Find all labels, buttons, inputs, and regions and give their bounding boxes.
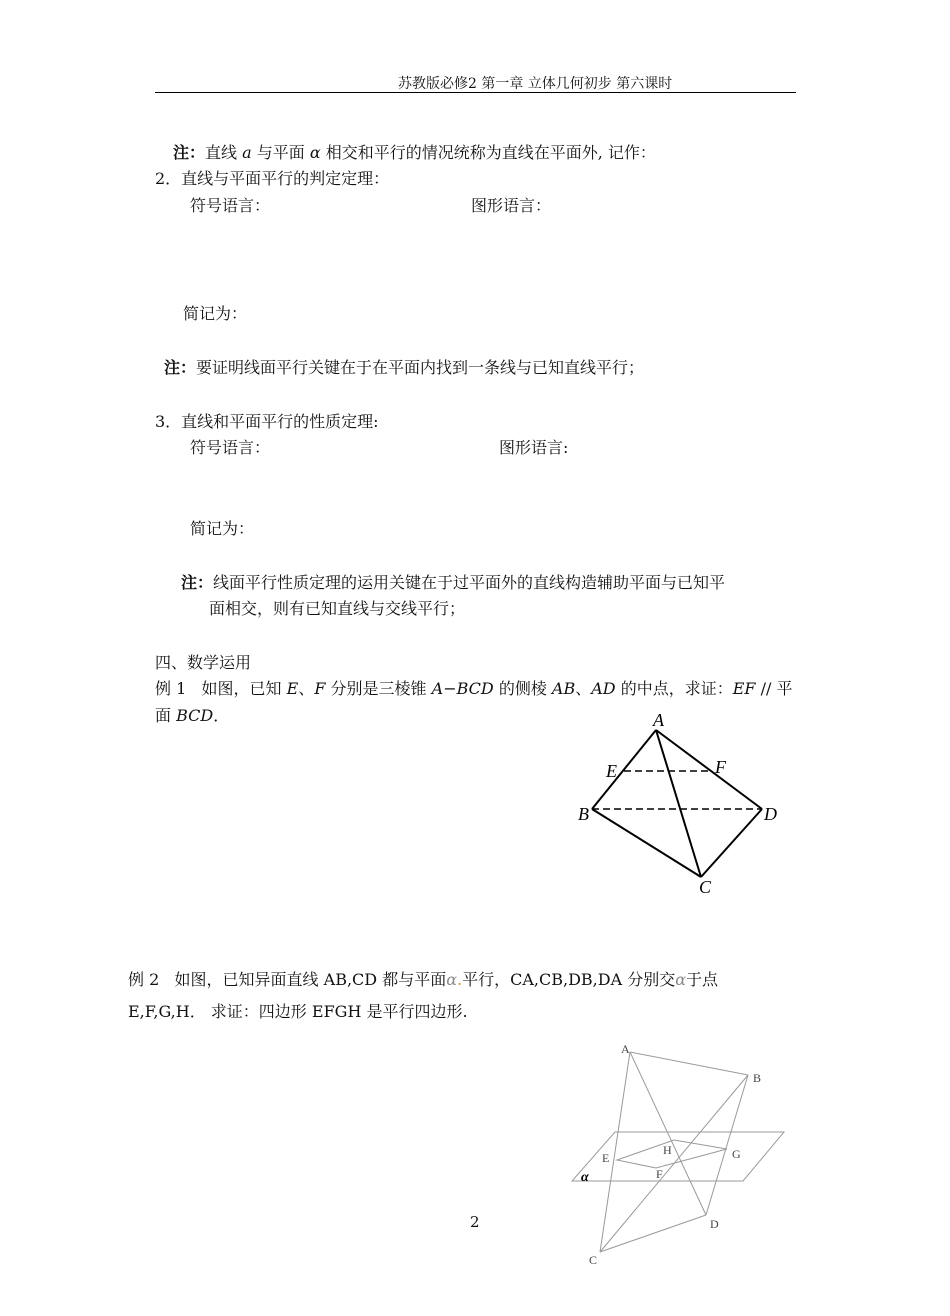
text: // 平 (755, 679, 793, 698)
page-header: 苏教版必修2 第一章 立体几何初步 第六课时 (398, 76, 673, 92)
example-label: 例 1 (155, 679, 187, 698)
text: ． (213, 706, 230, 725)
text: 如图，已知异面直线 AB,CD 都与平面 (174, 970, 447, 989)
label-g: G (732, 1147, 741, 1161)
example-1-line-2 (155, 703, 229, 726)
text: 于点 (686, 970, 719, 989)
header-rule (155, 92, 796, 93)
label-h: H (663, 1143, 672, 1157)
label-d: D (710, 1217, 719, 1231)
label-f: F (656, 1167, 663, 1181)
text: 、 (298, 679, 315, 698)
note-3-line-2: 面相交，则有已知直线与交线平行； (209, 599, 466, 618)
edge-bc (592, 809, 701, 877)
symbol-bcd: BCD (176, 706, 214, 725)
text: 、 (575, 679, 592, 698)
symbol-ef: EF (732, 679, 756, 698)
edge-ac (656, 730, 701, 877)
edge-dc (701, 809, 762, 877)
label-b: B (753, 1071, 762, 1085)
s3-symbol-label: 符号语言： (190, 438, 271, 457)
s3-summary-label: 简记为： (190, 519, 255, 538)
s2-symbol-label: 符号语言： (190, 196, 271, 215)
note-1 (173, 140, 656, 163)
section-2-title: 2．直线与平面平行的判定定理： (155, 169, 390, 188)
example-2-line-2: E,F,G,H． 求证：四边形 EFGH 是平行四边形. (128, 1002, 468, 1021)
symbol-f: F (314, 679, 326, 698)
example-1-line-1 (155, 676, 792, 699)
edge-ab (592, 730, 656, 809)
symbol-alpha: α (446, 970, 458, 989)
tetrahedron-figure (570, 705, 790, 905)
note-text: 与平面 (251, 143, 310, 162)
note-text: 要证明线面平行关键在于在平面内找到一条线与已知直线平行； (196, 358, 645, 377)
symbol-alpha: α (309, 143, 321, 162)
symbol-ad: AD (591, 679, 616, 698)
label-alpha: α (581, 1170, 589, 1185)
label-d: D (764, 804, 777, 824)
s2-summary-label: 简记为： (183, 304, 248, 323)
note-label: 注： (164, 358, 197, 377)
note-2 (164, 355, 644, 378)
symbol-e: E (286, 679, 299, 698)
label-a: A (621, 1042, 630, 1056)
section-4-title: 四、数学运用 (155, 653, 252, 672)
quadrilateral-efgh (617, 1140, 727, 1168)
line-ab (630, 1052, 748, 1075)
label-e: E (602, 1151, 610, 1165)
skew-lines-figure (565, 1035, 795, 1270)
label-c: C (589, 1253, 598, 1267)
text: 如图，已知 (201, 679, 287, 698)
example-2-line-1: 例 2 如图，已知异面直线 AB,CD 都与平面α.平行，CA,CB,DB,DA 分别交α于点 (128, 970, 719, 989)
label-c: C (699, 877, 712, 897)
page-number: 2 (470, 1213, 480, 1231)
note-text: 相交和平行的情况统称为直线在平面外, 记作： (320, 143, 656, 162)
label-b: B (578, 804, 589, 824)
text: 平行，CA,CB,DB,DA 分别交 (462, 970, 676, 989)
note-text: 直线 (205, 143, 243, 162)
text: 面 (155, 706, 177, 725)
edge-ad (656, 730, 762, 809)
label-a: A (653, 710, 664, 730)
note-label: 注： (181, 573, 214, 592)
label-e: E (606, 761, 617, 781)
section-3-title: 3．直线和平面平行的性质定理: (155, 412, 379, 431)
symbol-ab: AB (551, 679, 576, 698)
label-f: F (715, 757, 726, 777)
symbol-pyramid: A−BCD (431, 679, 494, 698)
s3-figure-label: 图形语言: (499, 438, 569, 457)
note-text: 线面平行性质定理的运用关键在于过平面外的直线构造辅助平面与已知平 (213, 573, 726, 592)
text: 的侧棱 (493, 679, 552, 698)
note-3-line-1 (181, 570, 725, 593)
note-label: 注： (173, 143, 206, 162)
symbol-alpha: α (675, 970, 687, 989)
line-db (706, 1075, 748, 1215)
s2-figure-label: 图形语言： (471, 196, 552, 215)
text: 的中点，求证： (615, 679, 733, 698)
example-label: 例 2 (128, 970, 160, 989)
text: 分别是三棱锥 (325, 679, 432, 698)
line-da (630, 1052, 706, 1215)
symbol-a: a (242, 143, 252, 162)
